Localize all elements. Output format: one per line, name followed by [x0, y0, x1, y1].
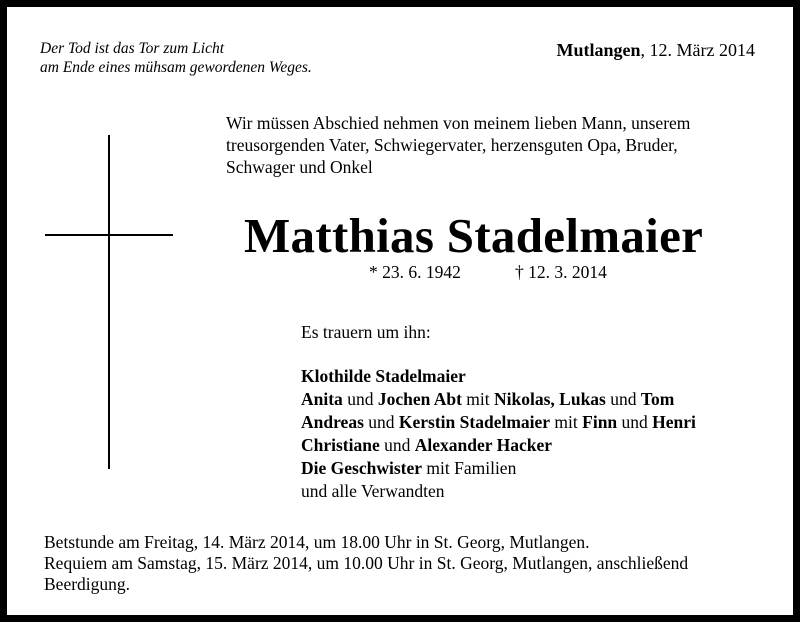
cross-vertical-bar	[108, 135, 110, 469]
date: , 12. März 2014	[640, 40, 755, 60]
mourner-name: Finn	[582, 412, 618, 432]
deceased-name: Matthias Stadelmaier	[244, 208, 704, 263]
intro-text	[226, 112, 786, 178]
mourner-name: Die Geschwister	[301, 458, 423, 478]
mourner-name: Christiane	[301, 435, 380, 455]
mourners-intro: Es trauern um ihn:	[301, 322, 431, 342]
mourner-line	[301, 388, 696, 411]
service-line-1: Betstunde am Freitag, 14. März 2014, um 18.00 Uhr in St. Georg, Mutlangen.	[44, 532, 590, 552]
mourner-name: Henri	[652, 412, 696, 432]
motto-line-1: Der Tod ist das Tor zum Licht	[40, 40, 225, 57]
mourner-name: Kerstin Stadelmaier	[398, 412, 551, 432]
mourner-line	[301, 457, 696, 480]
connector-text: und	[342, 389, 378, 409]
mourner-name: Alexander Hacker	[414, 435, 552, 455]
mourner-name: Jochen Abt	[377, 389, 462, 409]
birth-date: * 23. 6. 1942	[369, 262, 461, 282]
cross-horizontal-bar	[45, 234, 173, 236]
mourner-line	[301, 365, 696, 388]
mourner-name: Andreas	[301, 412, 364, 432]
service-line-2: Requiem am Samstag, 15. März 2014, um 10.00 Uhr in St. Georg, Mutlangen, anschließend	[44, 553, 689, 573]
mourner-name: Tom	[640, 389, 675, 409]
connector-text: und	[605, 389, 641, 409]
mourner-name: Klothilde Stadelmaier	[301, 366, 466, 386]
connector-text: und	[617, 412, 653, 432]
mourner-line	[301, 411, 696, 434]
connector-text: und	[363, 412, 399, 432]
service-line-3: Beerdigung.	[44, 574, 131, 594]
connector-text: und alle Verwandten	[301, 481, 445, 501]
mourner-line	[301, 480, 696, 503]
place: Mutlangen	[556, 40, 641, 60]
mourner-name: Anita	[301, 389, 343, 409]
motto-quote	[40, 39, 312, 77]
death-date: † 12. 3. 2014	[515, 262, 607, 282]
intro-line-3: Schwager und Onkel	[226, 157, 373, 177]
life-dates	[369, 262, 607, 283]
service-info	[44, 532, 688, 595]
connector-text: mit	[461, 389, 495, 409]
connector-text: und	[379, 435, 415, 455]
mourners-list	[301, 365, 696, 503]
motto-line-2: am Ende eines mühsam gewordenen Weges.	[40, 59, 312, 76]
place-date	[557, 40, 756, 61]
intro-line-1: Wir müssen Abschied nehmen von meinem lieben Mann, unserem	[226, 113, 691, 133]
connector-text: mit	[550, 412, 583, 432]
intro-line-2: treusorgenden Vater, Schwiegervater, herzensguten Opa, Bruder,	[226, 135, 678, 155]
connector-text: mit Familien	[422, 458, 517, 478]
mourner-name: Nikolas, Lukas	[494, 389, 606, 409]
mourner-line	[301, 434, 696, 457]
